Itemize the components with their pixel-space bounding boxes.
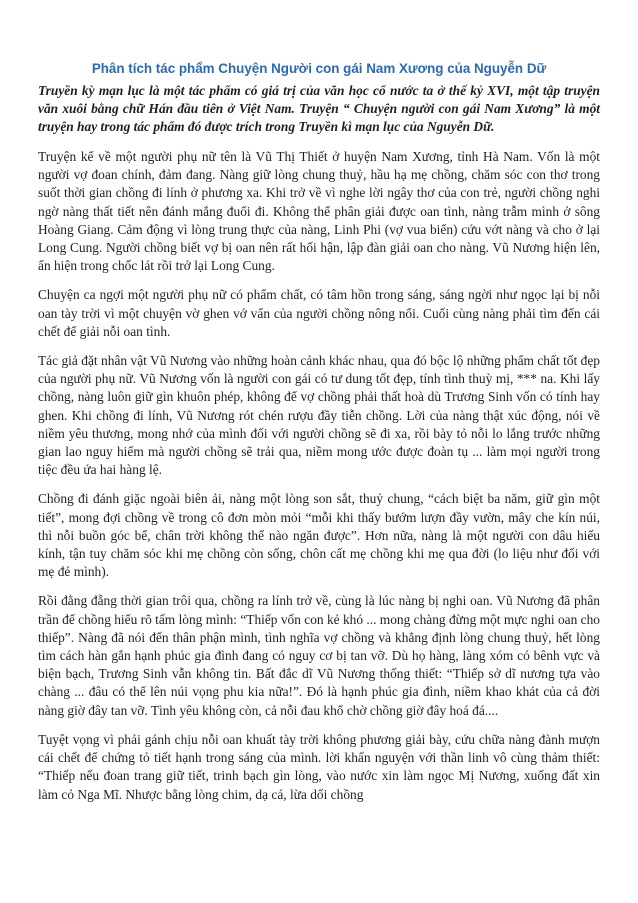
paragraph-6: Tuyệt vọng vì phải gánh chịu nỗi oan khuất tày trời không phương giải bày, cứu chữa nàng đành mượn cái chết để chứng tỏ tiết hạnh trong sáng của mình. lời khấn nguyện với thần linh vô cùng thảm thiết: “Thiếp nếu đoan trang giữ tiết, trinh bạch gìn lòng, vào nước xin làm ngọc Mị Nương, xuống đất xin làm cỏ Nga Mĩ. Nhược bằng lòng chim, dạ cá, lừa dối chồng	[38, 731, 600, 802]
paragraph-1: Truyện kể về một người phụ nữ tên là Vũ Thị Thiết ở huyện Nam Xương, tỉnh Hà Nam. Vốn là một người vợ đoan chính, đảm đang. Nàng giữ lòng chung thuỷ, hầu hạ mẹ chồng, chăm sóc con thơ trong suốt thời gian chồng đi lính ở phương xa. Khi trở về vì nghe lời ngây thơ của con trẻ, người chồng nghi ngờ nàng thất tiết nên đánh mắng đuổi đi. Không thể phân giải được oan tình, nàng trẫm mình ở sông Hoàng Giang. Cảm động vì lòng trung thực của nàng, Linh Phi (vợ vua biển) cứu vớt nàng và cho ở lại Long Cung. Người chồng biết vợ bị oan nên rất hối hận, lập đàn giải oan cho nàng. Vũ Nương hiện lên, ẩn hiện trong chốc lát rồi trở lại Long Cung.	[38, 149, 600, 274]
paragraph-5: Rồi đằng đẵng thời gian trôi qua, chồng ra lính trở về, cùng là lúc nàng bị nghi oan. Vũ Nương đã phân trần để chồng hiểu rõ tấm lòng mình: “Thiếp vốn con kẻ khó ... mong chàng đừng một mực nghi oan cho thiếp”. Nàng đã nói đến thân phận mình, tình nghĩa vợ chồng và khẳng định lòng chung thuỷ, hết lòng tìm cách hàn gắn hạnh phúc gia đình đang có nguy cơ bị tan vỡ. Dù họ hàng, làng xóm có bênh vực và biện bạch, Trương Sinh vẫn không tin. Bất đắc dĩ Vũ Nương thống thiết: “Thiếp sở dĩ nương tựa vào chàng ... đâu có thể lên núi vọng phu kia nữa!”. Đó là hạnh phúc gia đình, niềm khao khát của cả đời nàng giờ đây tan vỡ. Tình yêu không còn, cả nỗi đau khổ chờ chồng giờ đây hoá đá....	[38, 593, 600, 718]
paragraph-3: Tác giả đặt nhân vật Vũ Nương vào những hoàn cảnh khác nhau, qua đó bộc lộ những phẩm chất tốt đẹp của người phụ nữ. Vũ Nương vốn là người con gái có tư dung tốt đẹp, tính tình thuỳ mị, *** na. Khi lấy chồng, nàng luôn giữ gìn khuôn phép, không để vợ chồng phải thất hoà dù Trương Sinh vốn có tính hay ghen. Khi chồng đi lính, Vũ Nương rót chén rượu đầy tiễn chồng. Lời của nàng thật xúc động, nói về niềm yêu thương, mong nhớ của mình đối với người chồng sẽ đi xa, rồi bày tỏ nỗi lo lắng trước những gian lao nguy hiểm mà người chồng sẽ trải qua, niềm mong ước được đoàn tụ ... làm mọi người trong tiệc đều ứa hai hàng lệ.	[38, 353, 600, 478]
intro-paragraph: Truyền kỳ mạn lục là một tác phẩm có giá trị của văn học cổ nước ta ở thế kỷ XVI, một tập truyện văn xuôi bằng chữ Hán đầu tiên ở Việt Nam. Truyện “ Chuyện người con gái Nam Xương” là một truyện hay trong tác phẩm đó được trích trong Truyền kì mạn lục của Nguyễn Dữ.	[38, 83, 600, 134]
document-title: Phân tích tác phẩm Chuyện Người con gái Nam Xương của Nguyễn Dữ	[91, 61, 547, 76]
paragraph-4: Chồng đi đánh giặc ngoài biên ải, nàng một lòng son sắt, thuỷ chung, “cách biệt ba năm, giữ gìn một tiết”, mong đợi chồng về trong cô đơn mòn mỏi “mỗi khi thấy bướm lượn đầy vườn, mây che kín núi, thì nỗi buồn góc bể, chân trời không thể nào ngăn được”. Hơn nữa, nàng là một người con dâu hiếu kính, tận tuy chăm sóc khi mẹ chồng còn sống, chôn cất mẹ chồng khi mẹ qua đời (lo liệu như đối với mẹ đẻ mình).	[38, 491, 600, 580]
paragraph-2: Chuyện ca ngợi một người phụ nữ có phẩm chất, có tâm hồn trong sáng, sáng ngời như ngọc lại bị nỗi oan tày trời vì một chuyện vờ ghen vớ vẩn của người chồng nông nổi. Cuối cùng nàng phải tìm đến cái chết để giải nỗi oan tình.	[38, 287, 600, 339]
document-page	[38, 60, 600, 815]
